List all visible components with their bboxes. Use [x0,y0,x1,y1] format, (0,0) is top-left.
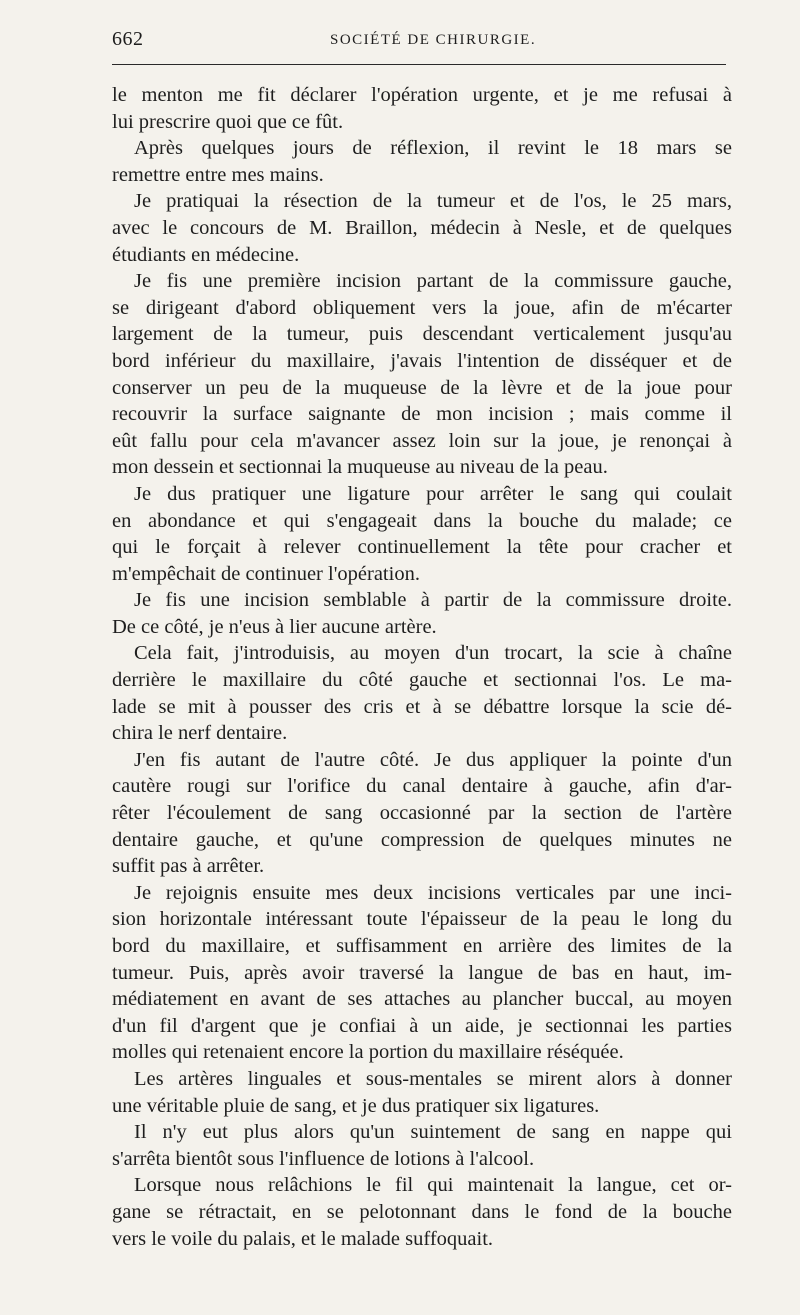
text-line: qui le forçait à relever continuellement la tête pour cracher et [112,536,732,559]
text-line: le menton me fit déclarer l'opération urgente, et je me refusai à [112,84,732,106]
text-line: derrière le maxillaire du côté gauche et sectionnai l'os. Le ma- [112,669,732,692]
text-line: rêter l'écoulement de sang occasionné par la section de l'artère [112,802,732,825]
text-line: chira le nerf dentaire. [112,722,288,745]
text-line: s'arrêta bientôt sous l'influence de lotions à l'alcool. [112,1147,535,1170]
text-line: Les artères linguales et sous-mentales se mirent alors à donner [134,1067,732,1090]
text-line: m'empêchait de continuer l'opération. [112,562,420,585]
text-line: Je rejoignis ensuite mes deux incisions verticales par une inci- [134,881,732,904]
text-line: Cela fait, j'introduisis, au moyen d'un trocart, la scie à chaîne [134,642,732,665]
text-line: étudiants en médecine. [112,243,300,266]
text-line: lade se mit à pousser des cris et à se débattre lorsque la scie dé- [112,695,732,718]
text-line: molles qui retenaient encore la portion du maxillaire réséquée. [112,1041,624,1064]
text-line: Je pratiquai la résection de la tumeur et de l'os, le 25 mars, [134,190,732,213]
text-line: médiatement en avant de ses attaches au plancher buccal, au moyen [112,988,732,1011]
text-line: Je fis une incision semblable à partir de la commissure droite. [134,589,732,612]
body-text [112,82,732,1252]
text-line: une véritable pluie de sang, et je dus pratiquer six ligatures. [112,1094,600,1117]
text-line: remettre entre mes mains. [112,163,324,186]
running-title: SOCIÉTÉ DE CHIRURGIE. [330,32,537,48]
text-line: Je dus pratiquer une ligature pour arrêter le sang qui coulait [134,482,732,505]
text-line: suffit pas à arrêter. [112,855,265,878]
page-number: 662 [112,28,144,50]
text-line: eût fallu pour cela m'avancer assez loin sur la joue, je renonçai à [112,429,732,452]
text-line: tumeur. Puis, après avoir traversé la langue de bas en haut, im- [112,961,732,984]
text-line: lui prescrire quoi que ce fût. [112,110,344,133]
text-line: Je fis une première incision partant de la commissure gauche, [134,270,732,293]
text-line: d'un fil d'argent que je confiai à un aide, je sectionnai les parties [112,1014,732,1037]
text-line: bord du maxillaire, et suffisamment en arrière des limites de la [112,935,732,957]
text-line: sion horizontale intéressant toute l'épaisseur de la peau le long du [112,908,732,931]
text-line: Il n'y eut plus alors qu'un suintement de sang en nappe qui [134,1121,732,1144]
text-line: avec le concours de M. Braillon, médecin à Nesle, et de quelques [112,216,732,239]
text-line: cautère rougi sur l'orifice du canal dentaire à gauche, afin d'ar- [112,775,732,798]
text-line: Lorsque nous relâchions le fil qui maintenait la langue, cet or- [134,1174,732,1197]
text-line: mon dessein et sectionnai la muqueuse au niveau de la peau. [112,456,608,479]
text-line: bord inférieur du maxillaire, j'avais l'intention de disséquer et de [112,349,732,372]
text-line: largement de la tumeur, puis descendant verticalement jusqu'au [112,323,732,346]
page-header [112,28,730,58]
text-line: en abondance et qui s'engageait dans la bouche du malade; ce [112,509,732,532]
text-line: vers le voile du palais, et le malade suffoquait. [112,1227,494,1250]
text-line: recouvrir la surface saignante de mon incision ; mais comme il [112,403,732,426]
text-line: gane se rétractait, en se pelotonnant dans le fond de la bouche [112,1200,732,1223]
text-line: conserver un peu de la muqueuse de la lèvre et de la joue pour [112,376,732,399]
text-line: se dirigeant d'abord obliquement vers la joue, afin de m'écarter [112,296,732,319]
header-rule [112,64,726,65]
text-line: De ce côté, je n'eus à lier aucune artère. [112,615,437,638]
text-line: Après quelques jours de réflexion, il revint le 18 mars se [134,137,732,160]
text-line: dentaire gauche, et qu'une compression de quelques minutes ne [112,828,732,851]
text-line: J'en fis autant de l'autre côté. Je dus appliquer la pointe d'un [134,748,732,771]
